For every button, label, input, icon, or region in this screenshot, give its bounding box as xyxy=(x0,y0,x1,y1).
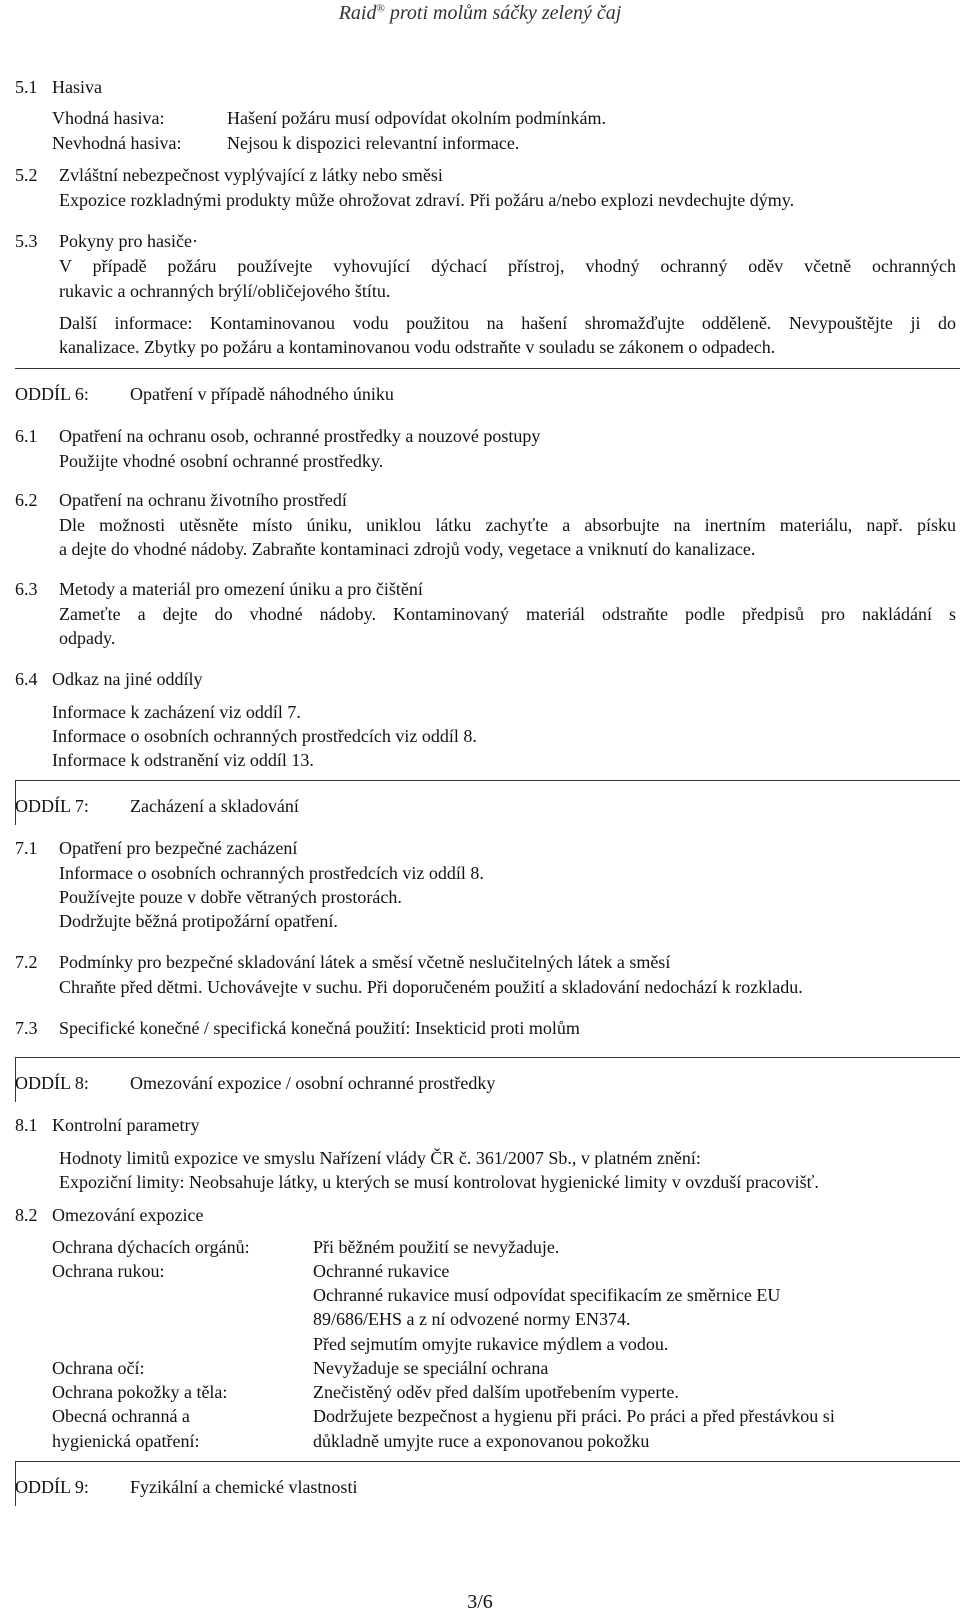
s5-3-title: Pokyny pro hasiče· xyxy=(59,231,198,251)
s5-2-num: 5.2 xyxy=(15,165,38,185)
s5-3-line-3: Další informace: Kontaminovanou vodu použitou na hašení shromažďujte odděleně. Nevypouštějte ji do xyxy=(59,313,956,333)
s6-3-line-2: odpady. xyxy=(59,628,116,648)
s8-1-num: 8.1 xyxy=(15,1115,38,1135)
resp-label: Ochrana dýchacích orgánů: xyxy=(52,1237,250,1257)
s6-3-title: Metody a materiál pro omezení úniku a pro čištění xyxy=(59,579,423,599)
s7-1-line-3: Dodržujte běžná protipožární opatření. xyxy=(59,911,338,931)
s5-3-line-4: kanalizace. Zbytky po požáru a kontaminovanou vodu odstraňte v souladu se zákonem o odpadech. xyxy=(59,337,776,357)
page-header xyxy=(0,3,960,23)
s5-3-line-2: rukavic a ochranných brýlí/obličejového štítu. xyxy=(59,281,391,301)
s5-3-line-1: V případě požáru používejte vyhovující dýchací přístroj, vhodný ochranný oděv včetně ochranných xyxy=(59,256,956,276)
s6-3-line-1: Zameťte a dejte do vhodné nádoby. Kontaminovaný materiál odstraňte podle předpisů pro nakládání s xyxy=(59,604,956,624)
s6-1-text: Použijte vhodné osobní ochranné prostředky. xyxy=(59,451,384,471)
eye-label: Ochrana očí: xyxy=(52,1358,145,1378)
section-9-rule xyxy=(15,1461,960,1462)
section-8-label: ODDÍL 8: xyxy=(15,1073,89,1093)
section-7-rule xyxy=(15,780,960,781)
general-value-2: důkladně umyjte ruce a exponovanou pokožku xyxy=(313,1431,650,1451)
s5-3-num: 5.3 xyxy=(15,231,38,251)
section-9-label: ODDÍL 9: xyxy=(15,1477,89,1497)
header-brand: Raid xyxy=(338,2,377,24)
general-value-1: Dodržujete bezpečnost a hygienu při práci. Po práci a před přestávkou si xyxy=(313,1406,835,1426)
skin-value: Znečistěný oděv před dalším upotřebením vyperte. xyxy=(313,1382,679,1402)
s8-2-num: 8.2 xyxy=(15,1205,38,1225)
s6-2-title: Opatření na ochranu životního prostředí xyxy=(59,490,347,510)
section-6-label: ODDÍL 6: xyxy=(15,384,89,404)
s7-2-title: Podmínky pro bezpečné skladování látek a směsí včetně neslučitelných látek a směsí xyxy=(59,952,671,972)
resp-value: Při běžném použití se nevyžaduje. xyxy=(313,1237,560,1257)
section-8-rule xyxy=(15,1057,960,1058)
section-7-label: ODDÍL 7: xyxy=(15,796,89,816)
s5-2-title: Zvláštní nebezpečnost vyplývající z látky nebo směsi xyxy=(59,165,443,185)
page-number: 3/6 xyxy=(467,1591,493,1613)
s6-4-ref-1: Informace k zacházení viz oddíl 7. xyxy=(52,702,301,722)
s7-1-title: Opatření pro bezpečné zacházení xyxy=(59,838,298,858)
s7-1-line-2: Používejte pouze v dobře větraných prostorách. xyxy=(59,887,402,907)
section-8-title: Omezování expozice / osobní ochranné prostředky xyxy=(130,1073,496,1093)
hand-value-2: Ochranné rukavice musí odpovídat specifikacím ze směrnice EU xyxy=(313,1285,781,1305)
unsuitable-label: Nevhodná hasiva: xyxy=(52,133,182,153)
s7-1-num: 7.1 xyxy=(15,838,38,858)
s8-2-title: Omezování expozice xyxy=(52,1205,204,1225)
s8-1-title: Kontrolní parametry xyxy=(52,1115,200,1135)
registered-mark: ® xyxy=(376,2,385,15)
s6-2-num: 6.2 xyxy=(15,490,38,510)
section-7-title: Zacházení a skladování xyxy=(130,796,299,816)
s7-3-num: 7.3 xyxy=(15,1018,38,1038)
section-9-title: Fyzikální a chemické vlastnosti xyxy=(130,1477,358,1497)
s5-2-text: Expozice rozkladnými produkty může ohrožovat zdraví. Při požáru a/nebo explozi nevdechujte dýmy. xyxy=(59,190,795,210)
s6-4-ref-3: Informace k odstranění viz oddíl 13. xyxy=(52,750,314,770)
s6-1-num: 6.1 xyxy=(15,426,38,446)
suitable-value: Hašení požáru musí odpovídat okolním podmínkám. xyxy=(227,108,606,128)
s8-1-line-1: Hodnoty limitů expozice ve smyslu Nařízení vlády ČR č. 361/2007 Sb., v platném znění: xyxy=(59,1148,701,1168)
s7-1-line-1: Informace o osobních ochranných prostředcích viz oddíl 8. xyxy=(59,863,484,883)
hand-value-4: Před sejmutím omyjte rukavice mýdlem a vodou. xyxy=(313,1334,669,1354)
skin-label: Ochrana pokožky a těla: xyxy=(52,1382,228,1402)
s5-1-title: Hasiva xyxy=(52,77,102,97)
hand-value-3: 89/686/EHS a z ní odvozené normy EN374. xyxy=(313,1309,631,1329)
section-6-rule xyxy=(15,368,960,369)
hand-value-1: Ochranné rukavice xyxy=(313,1261,450,1281)
s6-4-ref-2: Informace o osobních ochranných prostředcích viz oddíl 8. xyxy=(52,726,477,746)
s6-3-num: 6.3 xyxy=(15,579,38,599)
unsuitable-value: Nejsou k dispozici relevantní informace. xyxy=(227,133,520,153)
s7-2-num: 7.2 xyxy=(15,952,38,972)
s8-1-line-2: Expoziční limity: Neobsahuje látky, u kterých se musí kontrolovat hygienické limity v ovzduší pracovišť. xyxy=(59,1172,819,1192)
section-6-title: Opatření v případě náhodného úniku xyxy=(130,384,394,404)
header-title: proti molům sáčky zelený čaj xyxy=(389,2,622,24)
s6-4-title: Odkaz na jiné oddíly xyxy=(52,669,203,689)
s6-2-line-2: a dejte do vhodné nádoby. Zabraňte kontaminaci zdrojů vody, vegetace a vniknutí do kanalizace. xyxy=(59,539,756,559)
general-label-2: hygienická opatření: xyxy=(52,1431,200,1451)
s6-4-num: 6.4 xyxy=(15,669,38,689)
s6-1-title: Opatření na ochranu osob, ochranné prostředky a nouzové postupy xyxy=(59,426,541,446)
s5-1-num: 5.1 xyxy=(15,77,38,97)
eye-value: Nevyžaduje se speciální ochrana xyxy=(313,1358,549,1378)
general-label-1: Obecná ochranná a xyxy=(52,1406,190,1426)
hand-label: Ochrana rukou: xyxy=(52,1261,165,1281)
s7-2-text: Chraňte před dětmi. Uchovávejte v suchu. Při doporučeném použití a skladování nedochází k rozkladu. xyxy=(59,977,803,997)
suitable-label: Vhodná hasiva: xyxy=(52,108,165,128)
s7-3-text: Specifické konečné / specifická konečná použití: Insekticid proti molům xyxy=(59,1018,580,1038)
s6-2-line-1: Dle možnosti utěsněte místo úniku, uniklou látku zachyťte a absorbujte na inertním materiálu, např. písku xyxy=(59,515,956,535)
